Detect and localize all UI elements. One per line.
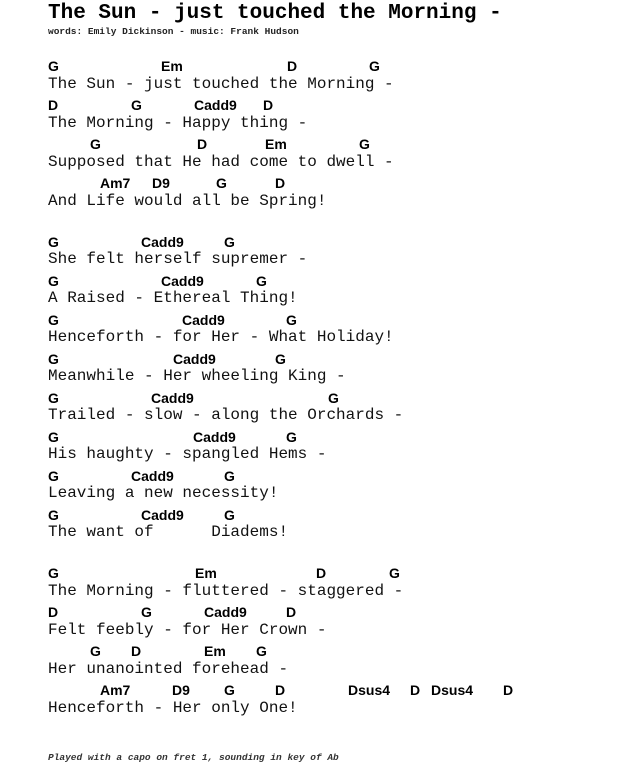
chord: D	[287, 58, 298, 74]
chord: Cadd9	[182, 311, 225, 328]
lyric-line: And Life would all be Spring!	[48, 191, 327, 210]
song-title: The Sun - just touched the Morning -	[48, 2, 502, 25]
chord-line	[48, 231, 403, 251]
chord: D	[197, 136, 208, 152]
stanza	[48, 55, 403, 211]
lyric-line: Henceforth - for Her - What Holiday!	[48, 328, 394, 346]
chord: Cadd9	[161, 272, 204, 289]
chord: Cadd9	[141, 233, 184, 250]
chord: Dsus4	[348, 682, 391, 698]
chord: G	[359, 136, 370, 152]
chord-line	[48, 679, 514, 699]
chord: G	[286, 428, 297, 445]
chord-line	[48, 640, 403, 660]
chord: G	[48, 350, 59, 367]
chord: G	[48, 565, 59, 581]
lyric-line: His haughty - spangled Hems -	[48, 445, 327, 463]
lyric-line: Meanwhile - Her wheeling King -	[48, 367, 346, 385]
song-credits: words: Emily Dickinson - music: Frank Hudson	[48, 26, 299, 37]
chord: D	[410, 682, 421, 698]
chord: G	[389, 565, 400, 581]
chord: Cadd9	[193, 428, 236, 445]
chord: G	[286, 311, 297, 328]
chord: G	[48, 233, 59, 250]
chord-line	[48, 348, 403, 368]
chord: Cadd9	[204, 604, 247, 620]
chord: D	[316, 565, 327, 581]
song-body	[48, 55, 514, 738]
chord: G	[48, 467, 59, 484]
chord: Em	[161, 58, 183, 74]
chord: G	[48, 272, 59, 289]
chord: Cadd9	[131, 467, 174, 484]
stanza	[48, 231, 403, 543]
chord: G	[256, 272, 267, 289]
chord: D	[48, 604, 59, 620]
lyric-line: The Morning - Happy thing -	[48, 113, 308, 132]
chord-line	[48, 504, 403, 524]
chord: D	[275, 682, 286, 698]
chord-line	[48, 601, 403, 621]
chord: G	[131, 97, 142, 113]
chord: D9	[152, 175, 170, 191]
chord: D	[263, 97, 274, 113]
chord-line	[48, 562, 403, 582]
chord: G	[224, 467, 235, 484]
chord: G	[141, 604, 152, 620]
chord: G	[256, 643, 267, 659]
lyric-line: Henceforth - Her only One!	[48, 698, 298, 717]
chord-line	[48, 55, 403, 75]
chord: D	[131, 643, 142, 659]
chord: G	[328, 389, 339, 406]
chord-line	[48, 387, 403, 407]
chord: G	[224, 506, 235, 523]
chord: G	[48, 428, 59, 445]
chord: D9	[172, 682, 190, 698]
chord: Cadd9	[151, 389, 194, 406]
chord-line	[48, 133, 403, 153]
lyric-line: Supposed that He had come to dwell -	[48, 152, 394, 171]
lyric-line: The Morning - fluttered - staggered -	[48, 581, 404, 600]
stanza	[48, 562, 514, 718]
chord-line	[48, 94, 403, 114]
lyric-line: She felt herself supremer -	[48, 250, 308, 268]
chord-line	[48, 172, 403, 192]
chord: G	[48, 506, 59, 523]
chord-line	[48, 270, 403, 290]
chord-line	[48, 426, 403, 446]
chord: Em	[265, 136, 287, 152]
capo-note: Played with a capo on fret 1, sounding in key of Ab	[48, 752, 339, 763]
chord: D	[275, 175, 286, 191]
chord: G	[224, 233, 235, 250]
chord: G	[48, 58, 59, 74]
chord: G	[216, 175, 227, 191]
chord: Em	[195, 565, 217, 581]
chord: Dsus4	[431, 682, 474, 698]
chord: Am7	[100, 175, 131, 191]
lyric-line: Her unanointed forehead -	[48, 659, 289, 678]
chord: D	[48, 97, 59, 113]
chord: Cadd9	[141, 506, 184, 523]
chord: G	[48, 311, 59, 328]
chord: G	[224, 682, 235, 698]
lyric-line: A Raised - Ethereal Thing!	[48, 289, 298, 307]
chord: G	[369, 58, 380, 74]
chord: Am7	[100, 682, 131, 698]
chord: G	[275, 350, 286, 367]
chord: D	[286, 604, 297, 620]
chord: G	[90, 643, 101, 659]
lyric-line: The want of Diadems!	[48, 523, 289, 541]
lyric-line: The Sun - just touched the Morning -	[48, 74, 394, 93]
lyric-line: Leaving a new necessity!	[48, 484, 279, 502]
chord: Em	[204, 643, 226, 659]
chord: D	[503, 682, 514, 698]
chord: Cadd9	[194, 97, 237, 113]
chord-line	[48, 465, 403, 485]
chord: G	[48, 389, 59, 406]
lyric-line: Felt feebly - for Her Crown -	[48, 620, 327, 639]
chord: Cadd9	[173, 350, 216, 367]
chord-line	[48, 309, 403, 329]
chord: G	[90, 136, 101, 152]
lyric-line: Trailed - slow - along the Orchards -	[48, 406, 404, 424]
